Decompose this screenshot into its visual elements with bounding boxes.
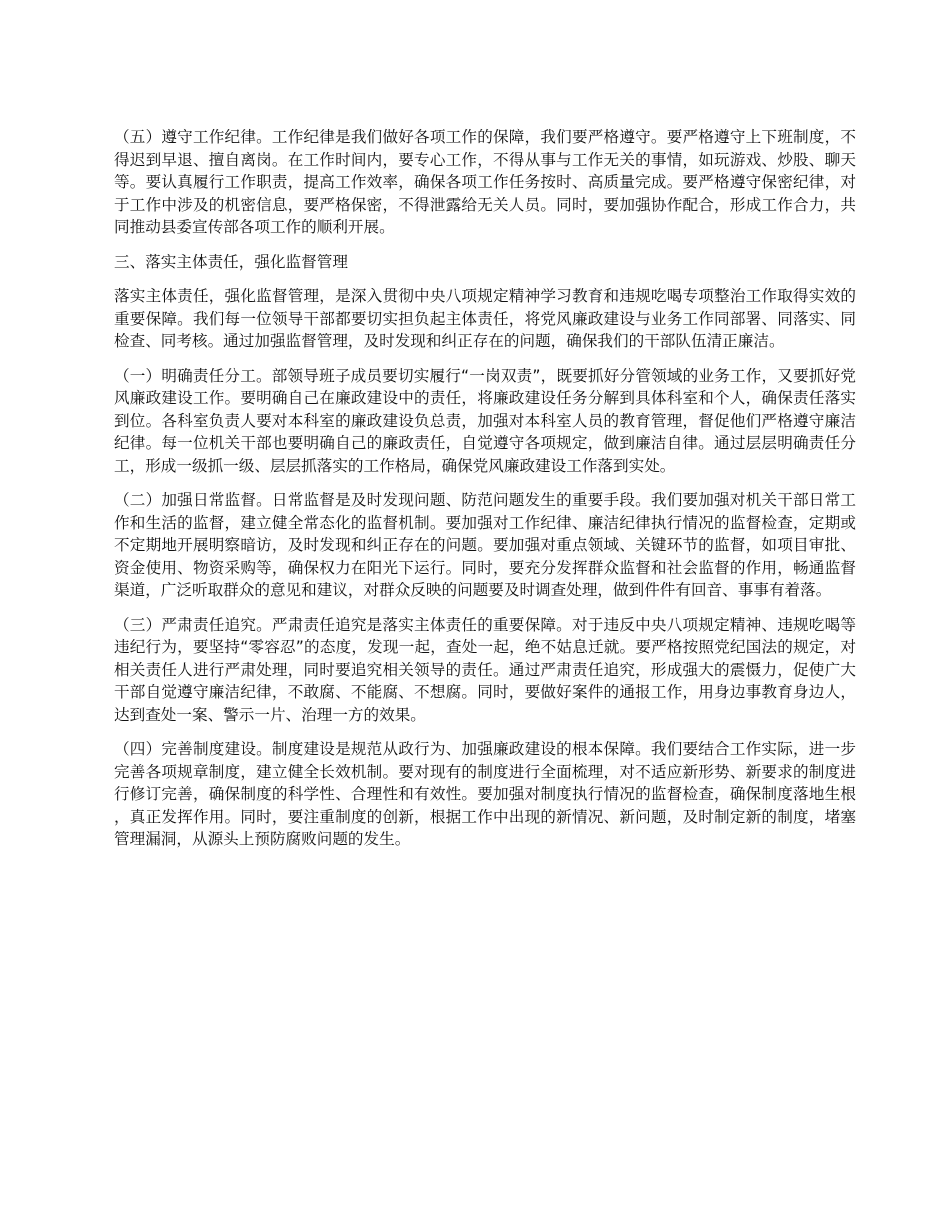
paragraph-daily-supervision: （二）加强日常监督。日常监督是及时发现问题、防范问题发生的重要手段。我们要加强对机关干部日常工作和生活的监督，建立健全常态化的监督机制。要加强对工作纪律、廉洁纪律执行情况的监督检查，定期或不定期地开展明察暗访，及时发现和纠正存在的问题。要加强对重点领域、关键环节的监督，如项目审批、资金使用、物资采购等，确保权力在阳光下运行。同时，要充分发挥群众监督和社会监督的作用，畅通监督渠道，广泛听取群众的意见和建议，对群众反映的问题要及时调查处理，做到件件有回音、事事有着落。 [114, 491, 856, 599]
paragraph-accountability: （三）严肃责任追究。严肃责任追究是落实主体责任的重要保障。对于违反中央八项规定精神、违规吃喝等违纪行为，要坚持“零容忍”的态度，发现一起，查处一起，绝不姑息迁就。要严格按照党纪国法的规定，对相关责任人进行严肃处理，同时要追究相关领导的责任。通过严肃责任追究，形成强大的震慑力，促使广大干部自觉遵守廉洁纪律，不敢腐、不能腐、不想腐。同时，要做好案件的通报工作，用身边事教育身边人，达到查处一案、警示一片、治理一方的效果。 [114, 615, 856, 724]
document-page [114, 126, 856, 863]
paragraph-responsibility-intro: 落实主体责任，强化监督管理，是深入贯彻中央八项规定精神学习教育和违规吃喝专项整治工作取得实效的重要保障。我们每一位领导干部都要切实担负起主体责任，将党风廉政建设与业务工作同部署、同落实、同检查、同考核。通过加强监督管理，及时发现和纠正存在的问题，确保我们的干部队伍清正廉洁。 [114, 287, 856, 350]
section-heading-responsibility: 三、落实主体责任，强化监督管理 [114, 252, 348, 271]
paragraph-system-building: （四）完善制度建设。制度建设是规范从政行为、加强廉政建设的根本保障。我们要结合工作实际，进一步完善各项规章制度，建立健全长效机制。要对现有的制度进行全面梳理，对不适应新形势、新要求的制度进行修订完善，确保制度的科学性、合理性和有效性。要加强对制度执行情况的监督检查，确保制度落地生根，真正发挥作用。同时，要注重制度的创新，根据工作中出现的新情况、新问题，及时制定新的制度，堵塞管理漏洞，从源头上预防腐败问题的发生。 [114, 740, 856, 848]
paragraph-discipline: （五）遵守工作纪律。工作纪律是我们做好各项工作的保障，我们要严格遵守。要严格遵守上下班制度，不得迟到早退、擅自离岗。在工作时间内，要专心工作，不得从事与工作无关的事情，如玩游戏、炒股、聊天等。要认真履行工作职责，提高工作效率，确保各项工作任务按时、高质量完成。要严格遵守保密纪律，对于工作中涉及的机密信息，要严格保密，不得泄露给无关人员。同时，要加强协作配合，形成工作合力，共同推动县委宣传部各项工作的顺利开展。 [114, 128, 856, 236]
paragraph-clarify-duties: （一）明确责任分工。部领导班子成员要切实履行“一岗双责”，既要抓好分管领域的业务工作，又要抓好党风廉政建设工作。要明确自己在廉政建设中的责任，将廉政建设任务分解到具体科室和个人，确保责任落实到位。各科室负责人要对本科室的廉政建设负总责，加强对本科室人员的教育管理，督促他们严格遵守廉洁纪律。每一位机关干部也要明确自己的廉政责任，自觉遵守各项规定，做到廉洁自律。通过层层明确责任分工，形成一级抓一级、层层抓落实的工作格局，确保党风廉政建设工作落到实处。 [114, 366, 856, 475]
